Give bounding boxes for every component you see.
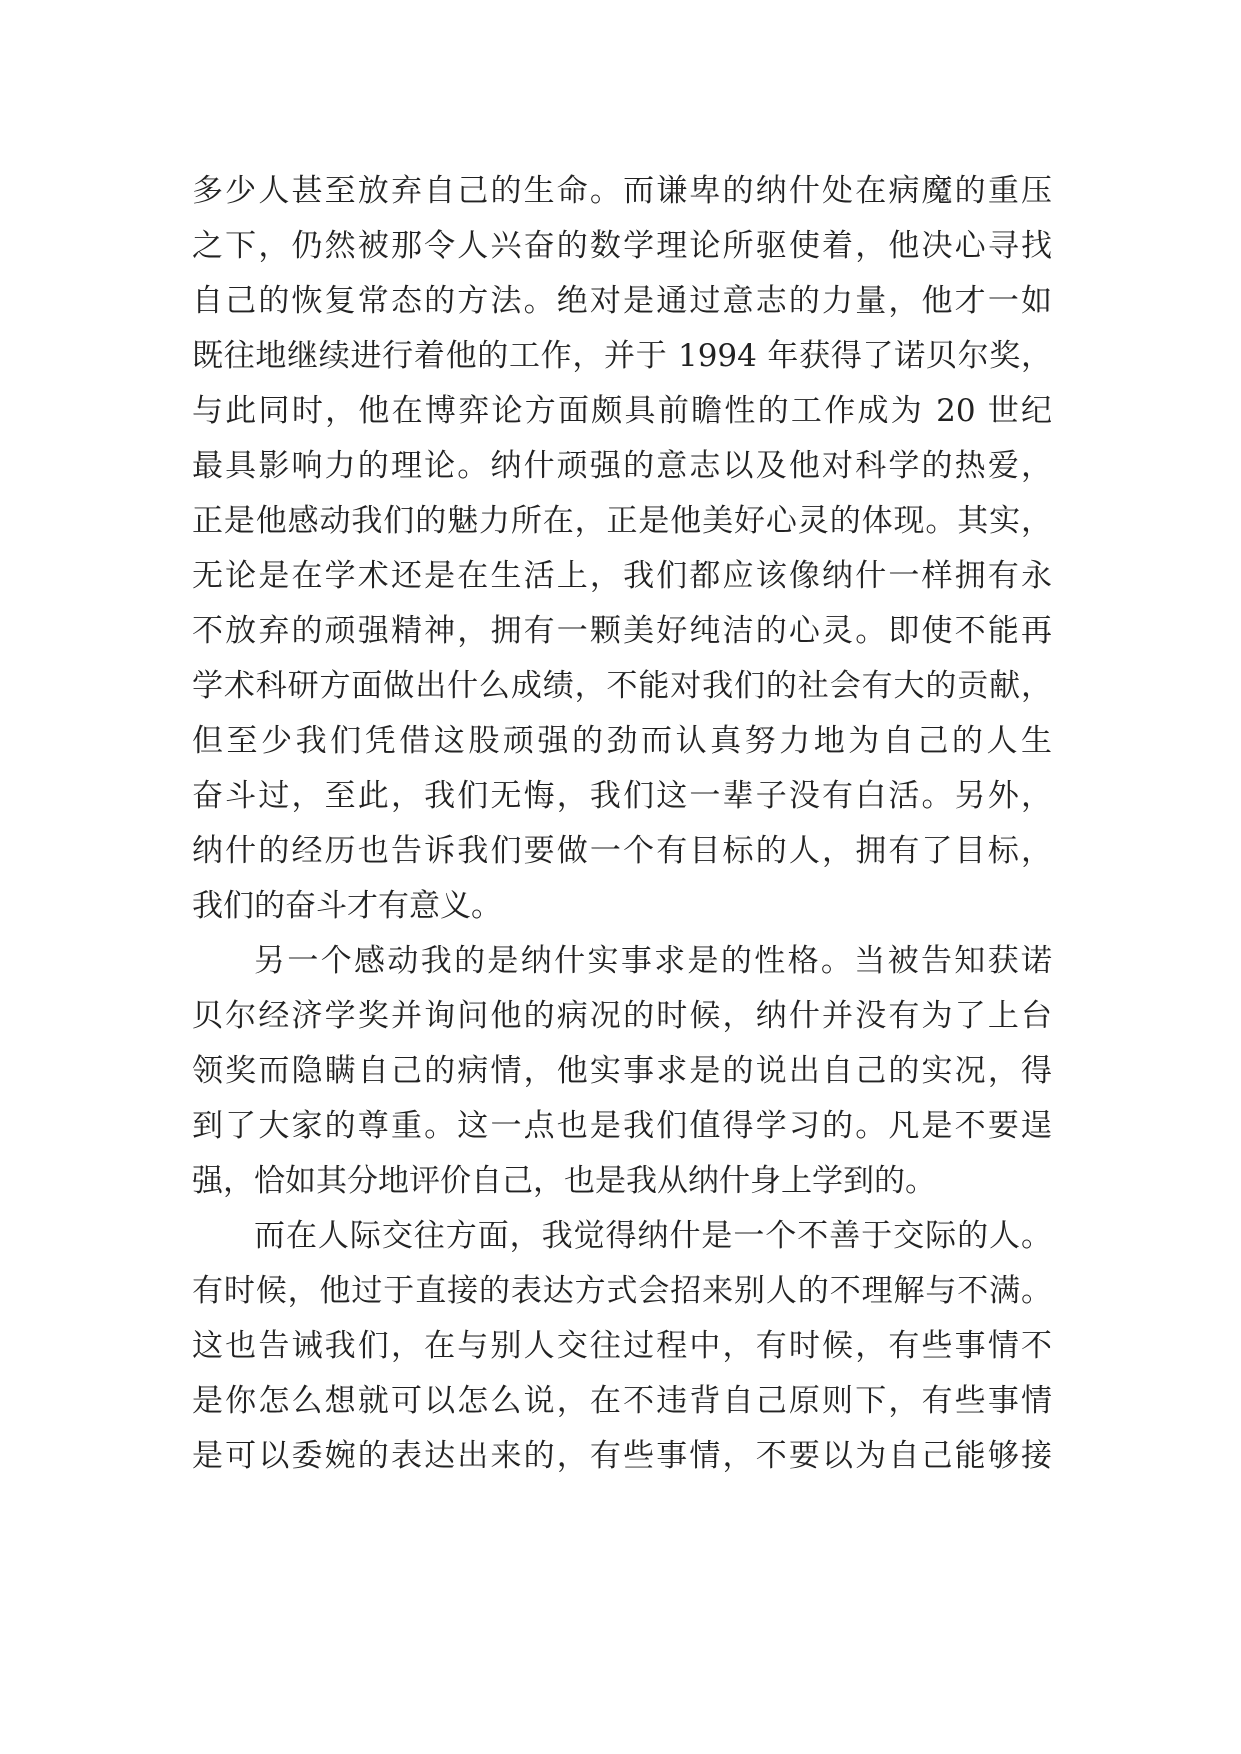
text-line: 无论是在学术还是在生活上，我们都应该像纳什一样拥有永: [192, 558, 1052, 594]
text-line: 奋斗过，至此，我们无悔，我们这一辈子没有白活。另外，: [192, 778, 1052, 814]
text-line: 贝尔经济学奖并询问他的病况的时候，纳什并没有为了上台: [192, 998, 1052, 1034]
text-line: 有时候，他过于直接的表达方式会招来别人的不理解与不满。: [192, 1273, 1052, 1309]
text-line: 多少人甚至放弃自己的生命。而谦卑的纳什处在病魔的重压: [192, 173, 1052, 209]
text-line: 纳什的经历也告诉我们要做一个有目标的人，拥有了目标，: [192, 833, 1052, 869]
text-line: 是可以委婉的表达出来的，有些事情，不要以为自己能够接: [192, 1438, 1052, 1474]
text-line: 是你怎么想就可以怎么说，在不违背自己原则下，有些事情: [192, 1383, 1052, 1419]
text-line: 不放弃的顽强精神，拥有一颗美好纯洁的心灵。即使不能再: [192, 613, 1052, 649]
text-line: 与此同时，他在博弈论方面颇具前瞻性的工作成为 20 世纪: [192, 393, 1052, 429]
paragraph-first-line: 而在人际交往方面，我觉得纳什是一个不善于交际的人。: [254, 1218, 1052, 1254]
text-line: 到了大家的尊重。这一点也是我们值得学习的。凡是不要逞: [192, 1108, 1052, 1144]
text-line: 之下，仍然被那令人兴奋的数学理论所驱使着，他决心寻找: [192, 228, 1052, 264]
text-line: 既往地继续进行着他的工作，并于 1994 年获得了诺贝尔奖，: [192, 338, 1052, 374]
text-line: 正是他感动我们的魅力所在，正是他美好心灵的体现。其实，: [192, 503, 1052, 539]
text-line: 学术科研方面做出什么成绩，不能对我们的社会有大的贡献，: [192, 668, 1052, 704]
body-text: [192, 164, 1052, 1484]
text-line: 但至少我们凭借这股顽强的劲而认真努力地为自己的人生: [192, 723, 1052, 759]
text-line: 最具影响力的理论。纳什顽强的意志以及他对科学的热爱，: [192, 448, 1052, 484]
paragraph-first-line: 另一个感动我的是纳什实事求是的性格。当被告知获诺: [254, 943, 1052, 979]
text-line: 自己的恢复常态的方法。绝对是通过意志的力量，他才一如: [192, 283, 1052, 319]
paragraph-last-line: 我们的奋斗才有意义。: [192, 888, 502, 924]
paragraph-last-line: 强，恰如其分地评价自己，也是我从纳什身上学到的。: [192, 1163, 936, 1199]
text-line: 这也告诫我们，在与别人交往过程中，有时候，有些事情不: [192, 1328, 1052, 1364]
text-line: 领奖而隐瞒自己的病情，他实事求是的说出自己的实况，得: [192, 1053, 1052, 1089]
